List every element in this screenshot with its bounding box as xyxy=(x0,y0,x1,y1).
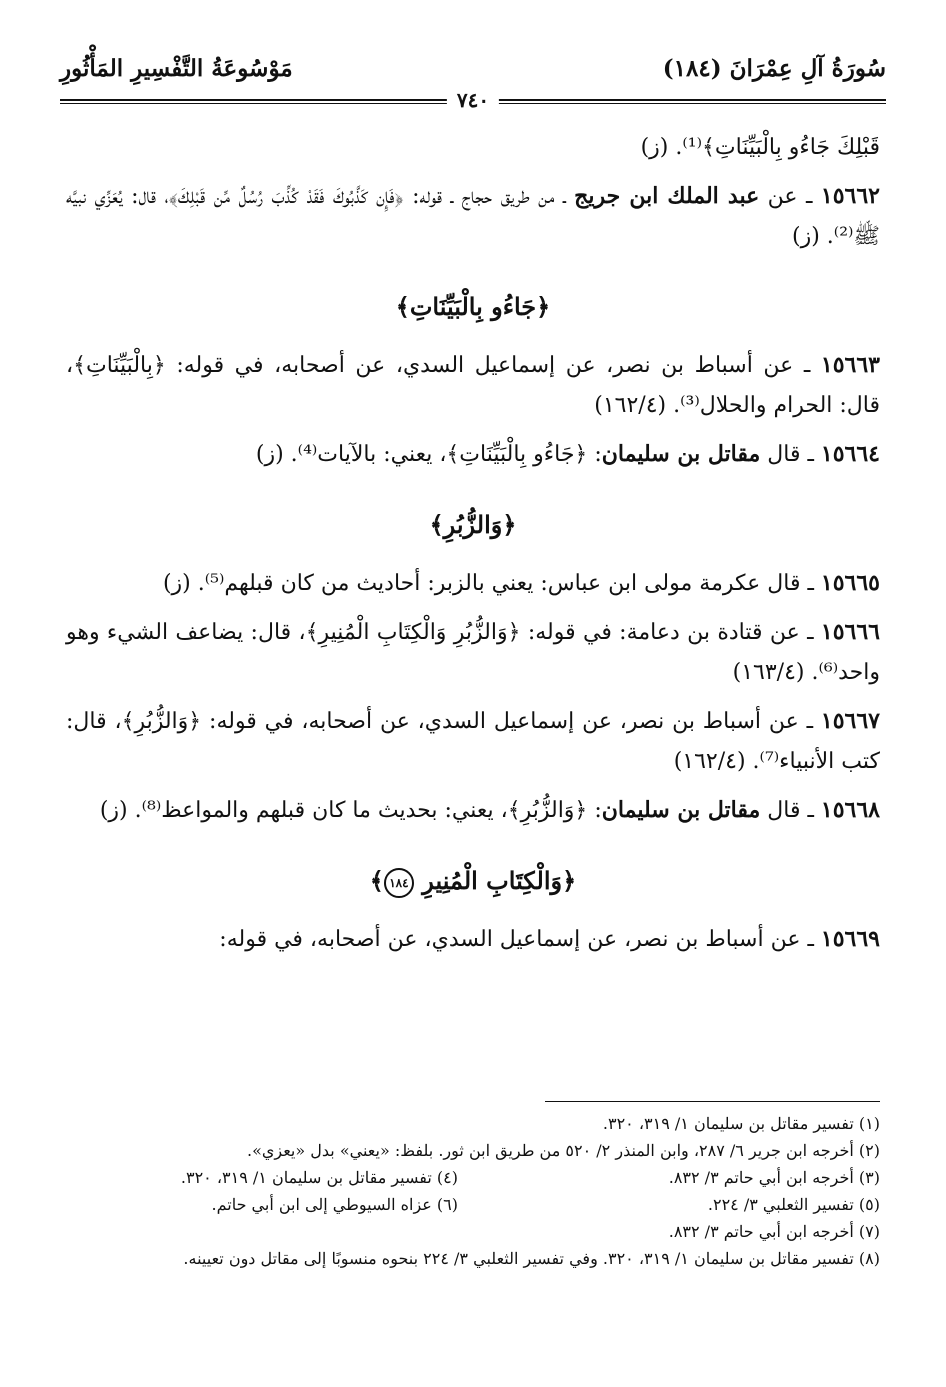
footnote-1: (١) تفسير مقاتل بن سليمان ١/ ٣١٩، ٣٢٠. xyxy=(602,1114,880,1133)
paragraph-15669: ١٥٦٦٩ ـ عن أسباط بن نصر، عن إسماعيل السدي، عن أصحابه، في قوله: xyxy=(219,926,880,952)
footnote-6: (٦) عزاه السيوطي إلى ابن أبي حاتم. xyxy=(211,1195,458,1214)
paragraph-continuation: قَبْلِكَ جَاءُو بِالْبَيِّنَاتِ﴾⁽¹⁾. (ز) xyxy=(640,135,880,160)
paragraph-15667: ١٥٦٦٧ ـ عن أسباط بن نصر، عن إسماعيل السدي، عن أصحابه، في قوله: ﴿وَالزُّبُرِ﴾، قال: كتب الأنبياء⁽⁷⁾. (١٦٢/٤) xyxy=(66,708,880,774)
paragraph-15665: ١٥٦٦٥ ـ قال عكرمة مولى ابن عباس: يعني بالزبر: أحاديث من كان قبلهم⁽⁵⁾. (ز) xyxy=(162,570,880,596)
page-number: ٧٤٠ xyxy=(447,88,499,112)
item-number: ١٥٦٦٢ xyxy=(820,183,880,209)
footnotes xyxy=(66,1110,880,1272)
footnote-separator xyxy=(545,1101,880,1102)
page-body xyxy=(66,128,880,968)
surah-title: سُورَةُ آلِ عِمْرَانَ (١٨٤) xyxy=(662,55,886,82)
section-heading-zubur: ﴿وَالزُّبُرِ﴾ xyxy=(429,510,517,539)
footnote-8: (٨) تفسير مقاتل بن سليمان ١/ ٣١٩، ٣٢٠. وفي تفسير الثعلبي ٣/ ٢٢٤ بنحوه منسوبًا إلى مقاتل دون تعيينه. xyxy=(183,1249,880,1268)
book-title: مَوْسُوعَةُ التَّفْسِيرِ المَأْثُورِ xyxy=(60,55,293,82)
page-header xyxy=(60,55,886,112)
paragraph-15663: ١٥٦٦٣ ـ عن أسباط بن نصر، عن إسماعيل السدي، عن أصحابه، في قوله: ﴿بِالْبَيِّنَاتِ﴾، قال: الحرام والحلال⁽³⁾. (١٦٢/٤) xyxy=(66,352,880,418)
narrator-name: مقاتل بن سليمان xyxy=(601,441,761,467)
narrator-name: مقاتل بن سليمان xyxy=(601,797,761,823)
footnote-5: (٥) تفسير الثعلبي ٣/ ٢٢٤. xyxy=(707,1195,880,1214)
paragraph-15668: ١٥٦٦٨ ـ قال مقاتل بن سليمان: ﴿وَالزُّبُرِ﴾، يعني: بحديث ما كان قبلهم والمواعظ⁽⁸⁾. (ز) xyxy=(99,797,880,823)
paragraph-15664: ١٥٦٦٤ ـ قال مقاتل بن سليمان: ﴿جَاءُو بِالْبَيِّنَاتِ﴾، يعني: بالآيات⁽⁴⁾. (ز) xyxy=(255,441,880,467)
paragraph-15666: ١٥٦٦٦ ـ عن قتادة بن دعامة: في قوله: ﴿وَالزُّبُرِ وَالْكِتَابِ الْمُنِيرِ﴾، قال: يضاعف الشيء وهو واحد⁽⁶⁾. (١٦٣/٤) xyxy=(66,619,880,685)
section-heading-bayyinat: ﴿جَاءُو بِالْبَيِّنَاتِ﴾ xyxy=(395,292,551,321)
footnote-7: (٧) أخرجه ابن أبي حاتم ٣/ ٨٣٢. xyxy=(668,1222,880,1241)
section-heading-kitab-munir: ﴿وَالْكِتَابِ الْمُنِيرِ ١٨٤﴾ xyxy=(66,861,880,901)
verse-number-circle: ١٨٤ xyxy=(384,868,414,898)
footnote-3: (٣) أخرجه ابن أبي حاتم ٣/ ٨٣٢. xyxy=(668,1168,880,1187)
footnote-4: (٤) تفسير مقاتل بن سليمان ١/ ٣١٩، ٣٢٠. xyxy=(180,1168,458,1187)
narrator-name: عبد الملك ابن جريج xyxy=(574,183,760,209)
footnote-2: (٢) أخرجه ابن جرير ٦/ ٢٨٧، وابن المنذر ٢/ ٥٢٠ من طريق ابن ثور. بلفظ: «يعني» بدل «يعزي». xyxy=(246,1141,880,1160)
paragraph-15662: ١٥٦٦٢ ـ عن عبد الملك ابن جريج ـ من طريق حجاج ـ قوله: ﴿فَإِن كَذَّبُوكَ فَقَدْ كُذِّبَ رُسُلٌ مِّن قَبْلِكَ﴾، قال: يُعَزِّي نبيَّه ﷺ⁽²⁾. (ز) xyxy=(66,183,880,249)
